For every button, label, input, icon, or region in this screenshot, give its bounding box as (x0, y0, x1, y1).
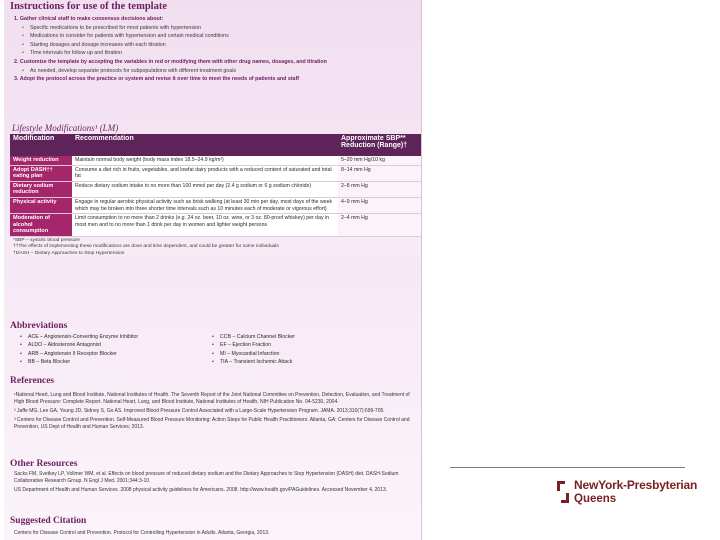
lifestyle-title: Lifestyle Modifications¹ (LM) (12, 123, 119, 133)
brand-line-1: NewYork-Presbyterian (574, 478, 698, 492)
divider-line (450, 467, 685, 468)
reduction-cell: 5–20 mm Hg/10 kg (338, 156, 422, 165)
lifestyle-notes (10, 237, 422, 258)
table-row (10, 165, 422, 181)
step-2: 2. Customize the template by accepting the variables in red or modifying them with other drug names, dosages, and titration (14, 58, 327, 65)
abbreviation-item: • ALDO – Aldosterone Antagonist (18, 341, 208, 349)
recommendation-cell: Maintain normal body weight (body mass index 18.5–24.9 kg/m²) (72, 156, 338, 165)
recommendation-cell: Consume a diet rich in fruits, vegetables, and lowfat dairy products with a reduced content of saturated and total fat (72, 165, 338, 181)
instructions-steps (14, 15, 418, 84)
table-row (10, 156, 422, 165)
abbreviation-item: • ACE – Angiotensin-Converting Enzyme Inhibitor (18, 333, 208, 341)
reduction-cell: 8–14 mm Hg (338, 165, 422, 181)
abbreviations-right-column (210, 333, 400, 367)
abbreviations-left-column (18, 333, 208, 367)
references-title: References (10, 376, 55, 386)
abbreviation-item: • TIA – Transient Ischemic Attack (210, 358, 400, 366)
document-page (4, 0, 422, 540)
table-row (10, 197, 422, 213)
abbreviation-item: • MI – Myocardial Infarction (210, 350, 400, 358)
recommendation-cell: Engage in regular aerobic physical activity such as brisk walking (at least 30 min per day, most days of the week which may be broken into three shorter time intervals such as 10 minutes each of moderate or vigorous effort) (72, 197, 338, 213)
header-recommendation: Recommendation (72, 134, 338, 156)
lifestyle-table (10, 134, 422, 237)
header-modification: Modification (10, 134, 72, 156)
lifestyle-modifications-section (10, 122, 422, 313)
reduction-cell: 2–8 mm Hg (338, 181, 422, 197)
step-1-sub: • Time intervals for follow up and titration (14, 49, 418, 58)
step-1: 1. Gather clinical staff to make consensus decisions about: (14, 16, 164, 22)
reduction-cell: 4–9 mm Hg (338, 197, 422, 213)
other-resources-title: Other Resources (10, 459, 78, 469)
modification-cell: Weight reduction (10, 156, 72, 165)
brand-text (574, 478, 697, 506)
reference-item: ¹National Heart, Lung and Blood Institute, National Institutes of Health. The Seventh Report of the Joint National Committee on Prevention, Detection, Evaluation, and Treatment of High Blood Pressure: Complete Report. National Heart, Lung, and Blood Institute, National Institutes of Health, NIH Publication No. 04-5230, 2004. (14, 392, 410, 405)
header-reduction: Approximate SBP** Reduction (Range)† (338, 134, 422, 156)
note: ††The effects of implementing these modifications are dose and time dependent, and could be greater for some individuals (13, 244, 279, 250)
recommendation-cell: Limit consumption to no more than 2 drinks (e.g. 24 oz. beer, 10 oz. wine, or 3 oz. 80-proof whiskey) per day in most men and to no more than 1 drink per day in women and lighter weight persons (72, 214, 338, 237)
citation-title: Suggested Citation (10, 516, 87, 526)
modification-cell: Physical activity (10, 197, 72, 213)
other-resources-list (14, 471, 418, 496)
step-3: 3. Adopt the protocol across the practice or system and revise it over time to meet the needs of patients and staff (14, 76, 300, 83)
recommendation-cell: Reduce dietary sodium intake to no more than 100 mmol per day (2.4 g sodium or 6 g sodium chloride) (72, 181, 338, 197)
step-1-sub: • Starting dosages and dosage increases with each titration (14, 41, 418, 50)
modification-cell: Dietary sodium reduction (10, 181, 72, 197)
step-1-sub: • Medications to consider for patients with hypertension and certain medical conditions (14, 32, 418, 41)
abbreviation-item: • CCB – Calcium Channel Blocker (210, 333, 400, 341)
note: †DASH – Dietary Approaches to Stop Hypertension (13, 250, 125, 256)
nyp-logo-mark-icon (556, 480, 570, 504)
table-row (10, 214, 422, 237)
note: *SBP – systolic blood pressure (13, 237, 80, 243)
brand-line-2: Queens (574, 493, 617, 505)
table-header-row (10, 134, 422, 156)
references-list (14, 392, 418, 433)
step-1-sub: • Specific medications to be prescribed for most patients with hypertension (14, 24, 418, 33)
abbreviation-item: • BB – Beta Blocker (18, 358, 208, 366)
modification-cell: Moderation of alcohol consumption (10, 214, 72, 237)
resource-item: US Department of Health and Human Services. 2008 physical activity guidelines for Americans. 2008. http://www.health.gov/PAGuidelines. Accessed November 4, 2013. (14, 487, 388, 493)
abbreviation-item: • EF – Ejection Fraction (210, 341, 400, 349)
resource-item: Sacks FM, Svetkey LP, Vollmer WM, et al. Effects on blood pressure of reduced dietary sodium and the Dietary Approaches to Stop Hypertension (DASH) diet. DASH-Sodium Collaborative Research Group. N Engl J Med. 2001;344:3-10. (14, 471, 399, 484)
instructions-title: Instructions for use of the template (10, 1, 167, 12)
citation-text: Centers for Disease Control and Prevention. Protocol for Controlling Hypertension in Adults. Atlanta, Georgia, 2013. (14, 530, 270, 536)
modification-cell: Adopt DASH†† eating plan (10, 165, 72, 181)
abbreviations-title: Abbreviations (10, 321, 68, 331)
table-row (10, 181, 422, 197)
reference-item: ³ Centers for Disease Control and Prevention. Self-Measured Blood Pressure Monitoring: Action Steps for Public Health Practitioners. Atlanta, GA: Centers for Disease Control and Prevention, US Dept of Health and Human Services; 2013. (14, 417, 410, 430)
step-2-sub: • As needed, develop separate protocols for subpopulations with different treatment goals (14, 67, 418, 76)
reference-item: ² Jaffe MG, Lee GA, Young JD, Sidney S, Go AS. Improved Blood Pressure Control Associated with a Large-Scale Hypertension Program. JAMA. 2013;310(7):699-705. (14, 408, 385, 414)
abbreviation-item: • ARB – Angiotensin II Receptor Blocker (18, 350, 208, 358)
reduction-cell: 2–4 mm Hg (338, 214, 422, 237)
